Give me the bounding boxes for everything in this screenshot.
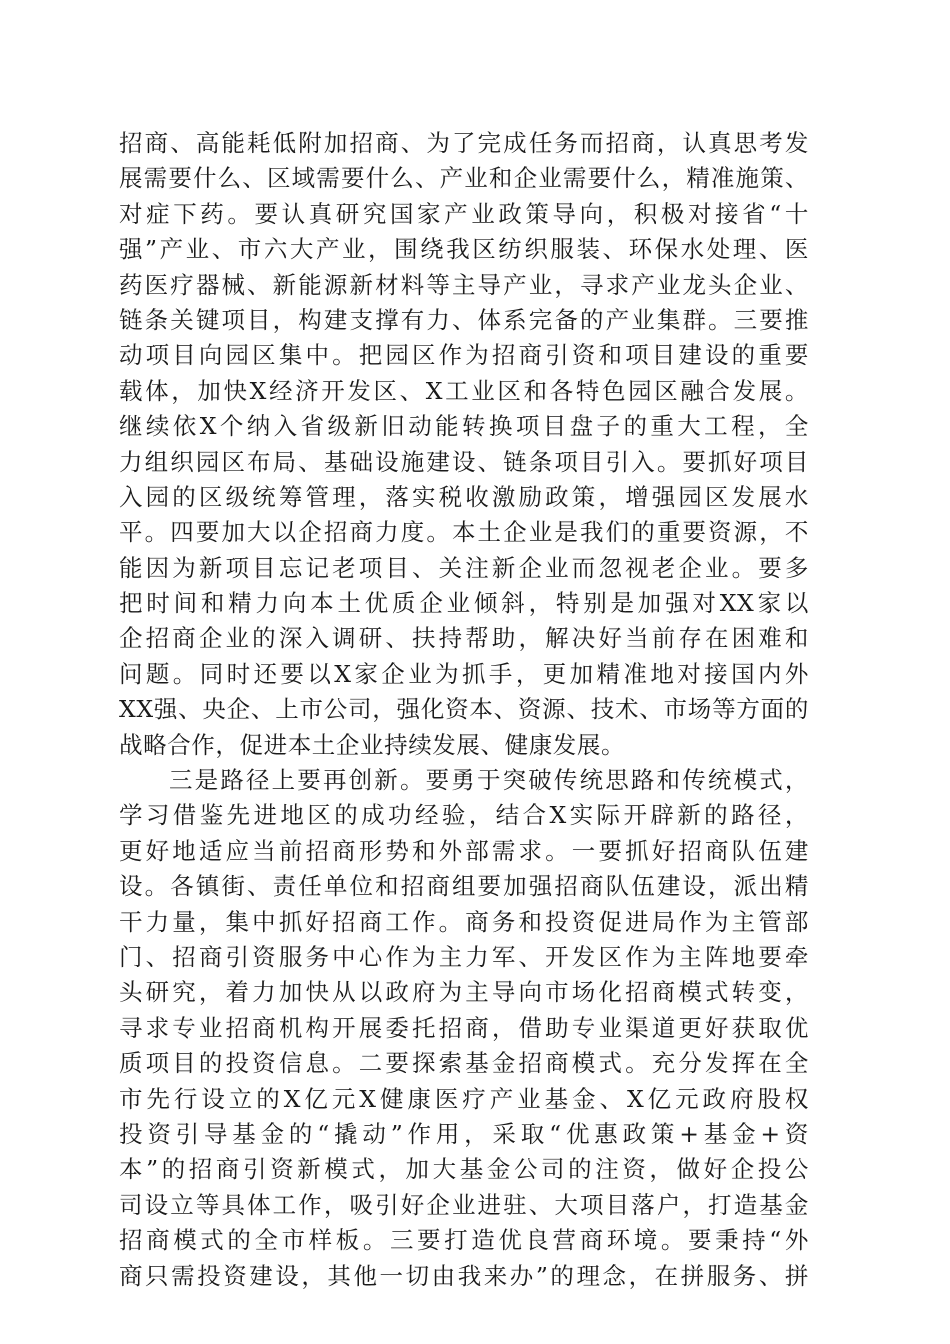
paragraph-1 [119,126,809,763]
text-line: 设。各镇街、责任单位和招商组要加强招商队伍建设，派出精 [119,872,809,901]
text-line: 强”产业、市六大产业，围绕我区纺织服装、环保水处理、医 [119,235,809,264]
text-line: 质项目的投资信息。二要探索基金招商模式。充分发挥在全 [119,1049,809,1078]
text-line: 把时间和精力向本土优质企业倾斜，特别是加强对XX家以 [119,589,809,618]
text-line: 司设立等具体工作，吸引好企业进驻、大项目落户，打造基金 [119,1190,809,1219]
text-line: 干力量，集中抓好招商工作。商务和投资促进局作为主管部 [119,907,809,936]
text-line: 门、招商引资服务中心作为主力军、开发区作为主阵地要牵 [119,942,809,971]
text-line: 入园的区级统筹管理，落实税收激励政策，增强园区发展水 [119,482,809,511]
text-line: 战略合作，促进本土企业持续发展、健康发展。 [119,730,626,759]
text-line: 药医疗器械、新能源新材料等主导产业，寻求产业龙头企业、 [119,270,809,299]
text-line: 继续依X个纳入省级新旧动能转换项目盘子的重大工程，全 [119,412,809,441]
text-line: 企招商企业的深入调研、扶持帮助，解决好当前存在困难和 [119,624,809,653]
text-line: 招商、高能耗低附加招商、为了完成任务而招商，认真思考发 [119,129,809,157]
text-line: 展需要什么、区域需要什么、产业和企业需要什么，精准施策、 [119,164,809,193]
text-line: 问题。同时还要以X家企业为抓手，更加精准地对接国内外 [119,659,809,688]
text-line: 商只需投资建设，其他一切由我来办”的理念，在拼服务、拼 [119,1261,809,1290]
text-line: 投资引导基金的“撬动”作用，采取“优惠政策+基金+资 [119,1119,809,1148]
text-line: 市先行设立的X亿元X健康医疗产业基金、X亿元政府股权 [119,1084,809,1113]
text-line: 平。四要加大以企招商力度。本土企业是我们的重要资源，不 [119,518,809,547]
text-line: 链条关键项目，构建支撑有力、体系完备的产业集群。三要推 [119,305,809,334]
text-line: 对症下药。要认真研究国家产业政策导向，积极对接省“十 [119,199,809,228]
text-line: 力组织园区布局、基础设施建设、链条项目引入。要抓好项目 [119,447,809,476]
text-line: 动项目向园区集中。把园区作为招商引资和项目建设的重要 [119,341,809,370]
text-line: 本”的招商引资新模式，加大基金公司的注资，做好企投公 [119,1155,809,1184]
text-line: 载体，加快X经济开发区、X工业区和各特色园区融合发展。 [119,376,809,405]
text-line: 更好地适应当前招商形势和外部需求。一要抓好招商队伍建 [119,836,809,865]
text-line: XX强、央企、上市公司，强化资本、资源、技术、市场等方面的 [119,695,809,724]
text-line: 三是路径上要再创新。要勇于突破传统思路和传统模式， [169,766,809,795]
text-line: 能因为新项目忘记老项目、关注新企业而忽视老企业。要多 [119,553,809,582]
paragraph-2 [119,763,809,1294]
text-line: 招商模式的全市样板。三要打造优良营商环境。要秉持“外 [119,1226,809,1255]
document-body [119,126,809,1294]
text-line: 学习借鉴先进地区的成功经验，结合X实际开辟新的路径， [119,801,809,830]
text-line: 头研究，着力加快从以政府为主导向市场化招商模式转变， [119,978,809,1007]
text-line: 寻求专业招商机构开展委托招商，借助专业渠道更好获取优 [119,1013,809,1042]
